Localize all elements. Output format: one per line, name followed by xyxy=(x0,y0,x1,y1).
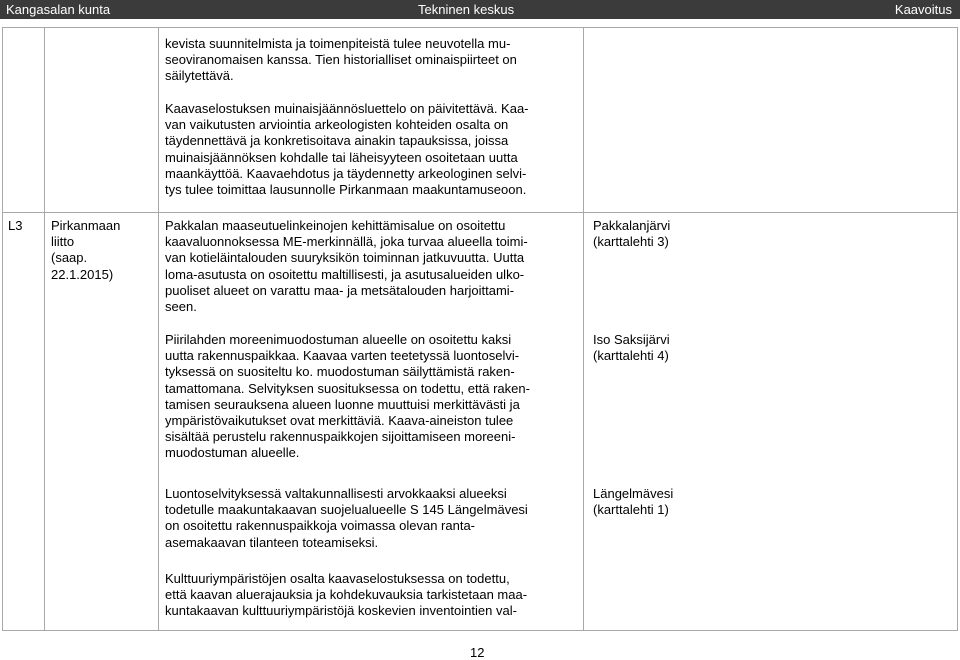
area-name: Längelmävesi xyxy=(593,486,674,501)
text-line: ympäristövaikutukset ovat merkittäviä. Kaava-aineiston tulee xyxy=(165,412,514,428)
area-cell xyxy=(593,332,670,364)
statement-paragraph xyxy=(165,36,517,85)
text-line: muodostuman alueelle. xyxy=(165,445,300,461)
text-line: asemakaavan tilanteen toteamiseksi. xyxy=(165,534,379,550)
text-line: loma-asutusta on osoitettu maltillisesti, ja asutusalueiden ulko- xyxy=(165,266,525,282)
header-organization: Kangasalan kunta xyxy=(6,2,111,17)
sender-line: liitto xyxy=(51,234,75,250)
text-line: tyksessä on suositeltu ko. muodostuman säilyttämistä raken- xyxy=(165,364,515,380)
area-cell xyxy=(593,218,670,250)
statement-paragraph xyxy=(165,101,529,198)
text-line: tys tulee toimittaa lausunnolle Pirkanmaan maakuntamuseoon. xyxy=(165,181,527,197)
text-line: on osoitettu rakennuspaikkoja voimassa olevan ranta- xyxy=(165,518,476,534)
table-border-right xyxy=(957,27,958,631)
text-line: seen. xyxy=(165,298,197,314)
statement-paragraph xyxy=(165,218,528,315)
text-line: Kulttuuriympäristöjen osalta kaavaselostuksessa on todettu, xyxy=(165,571,510,586)
statement-paragraph xyxy=(165,332,530,462)
text-line: todetulle maakuntakaavan suojelualueelle S 145 Längelmävesi xyxy=(165,502,528,518)
text-line: puoliset alueet on varattu maa- ja metsätalouden harjoittami- xyxy=(165,282,515,298)
text-line: sisältää perustelu rakennuspaikkojen sijoittamiseen moreeni- xyxy=(165,429,516,445)
map-sheet: (karttalehti 1) xyxy=(593,502,669,518)
statement-paragraph xyxy=(165,571,527,620)
area-cell xyxy=(593,486,673,518)
text-line: kaavaluonnoksessa ME-merkinnällä, joka turvaa alueella toimi- xyxy=(165,234,528,250)
text-line: että kaavan aluerajauksia ja kohdekuvauksia tarkistetaan maa- xyxy=(165,587,528,603)
text-line: maankäyttöä. Kaavaehdotus ja täydennetty arkeologinen selvi- xyxy=(165,165,527,181)
text-line: van kotieläintalouden suuryksikön toiminnan jatkuvuutta. Uutta xyxy=(165,250,525,266)
text-line: muinaisjäännöksen kohdalle tai läheisyyteen osoitetaan uutta xyxy=(165,149,518,165)
text-line: seoviranomaisen kanssa. Tien historialliset ominaispiirteet on xyxy=(165,52,517,68)
text-line: tamisen seurauksena alueen luonne muuttuisi merkittävästi ja xyxy=(165,396,520,412)
area-name: Iso Saksijärvi xyxy=(593,332,670,347)
text-line: uutta rakennuspaikkaa. Kaavaa varten teetetyssä luontoselvi- xyxy=(165,348,520,364)
sender-line: (saap. xyxy=(51,250,88,266)
table-border-bottom xyxy=(2,630,958,631)
area-name: Pakkalanjärvi xyxy=(593,218,671,233)
table-column-divider-3 xyxy=(583,27,584,631)
text-line: Pakkalan maaseutuelinkeinojen kehittämisalue on osoitettu xyxy=(165,218,506,233)
page-number: 12 xyxy=(470,645,485,660)
sender-line: Pirkanmaan xyxy=(51,218,121,233)
table-border-top xyxy=(2,27,958,28)
text-line: kuntakaavan kulttuuriympäristöjä koskevien inventointien val- xyxy=(165,603,517,619)
table-column-divider-1 xyxy=(44,27,45,631)
sender-cell xyxy=(51,218,120,283)
table-border-left xyxy=(2,27,3,631)
text-line: säilytettävä. xyxy=(165,68,234,84)
statement-paragraph xyxy=(165,486,528,551)
text-line: Kaavaselostuksen muinaisjäännösluettelo on päivitettävä. Kaa- xyxy=(165,101,529,116)
table-column-divider-2 xyxy=(158,27,159,631)
text-line: Piirilahden moreenimuodostuman alueelle on osoitettu kaksi xyxy=(165,332,512,347)
map-sheet: (karttalehti 3) xyxy=(593,234,669,250)
header-unit: Kaavoitus xyxy=(894,2,952,17)
map-sheet: (karttalehti 4) xyxy=(593,348,669,364)
table-border-row-divider xyxy=(2,212,958,213)
row-id: L3 xyxy=(8,218,23,233)
header-department: Tekninen keskus xyxy=(418,2,515,17)
sender-line: 22.1.2015) xyxy=(51,266,114,282)
text-line: täydennettävä ja konkretisoitava ainakin tapauksissa, joissa xyxy=(165,133,509,149)
text-line: van vaikutusten arviointia arkeologisten kohteiden osalta on xyxy=(165,117,509,133)
text-line: tamattomana. Selvityksen suosituksessa on todettu, että raken- xyxy=(165,380,530,396)
page-header xyxy=(0,0,960,19)
text-line: kevista suunnitelmista ja toimenpiteistä tulee neuvotella mu- xyxy=(165,36,511,51)
text-line: Luontoselvityksessä valtakunnallisesti arvokkaaksi alueeksi xyxy=(165,486,507,501)
